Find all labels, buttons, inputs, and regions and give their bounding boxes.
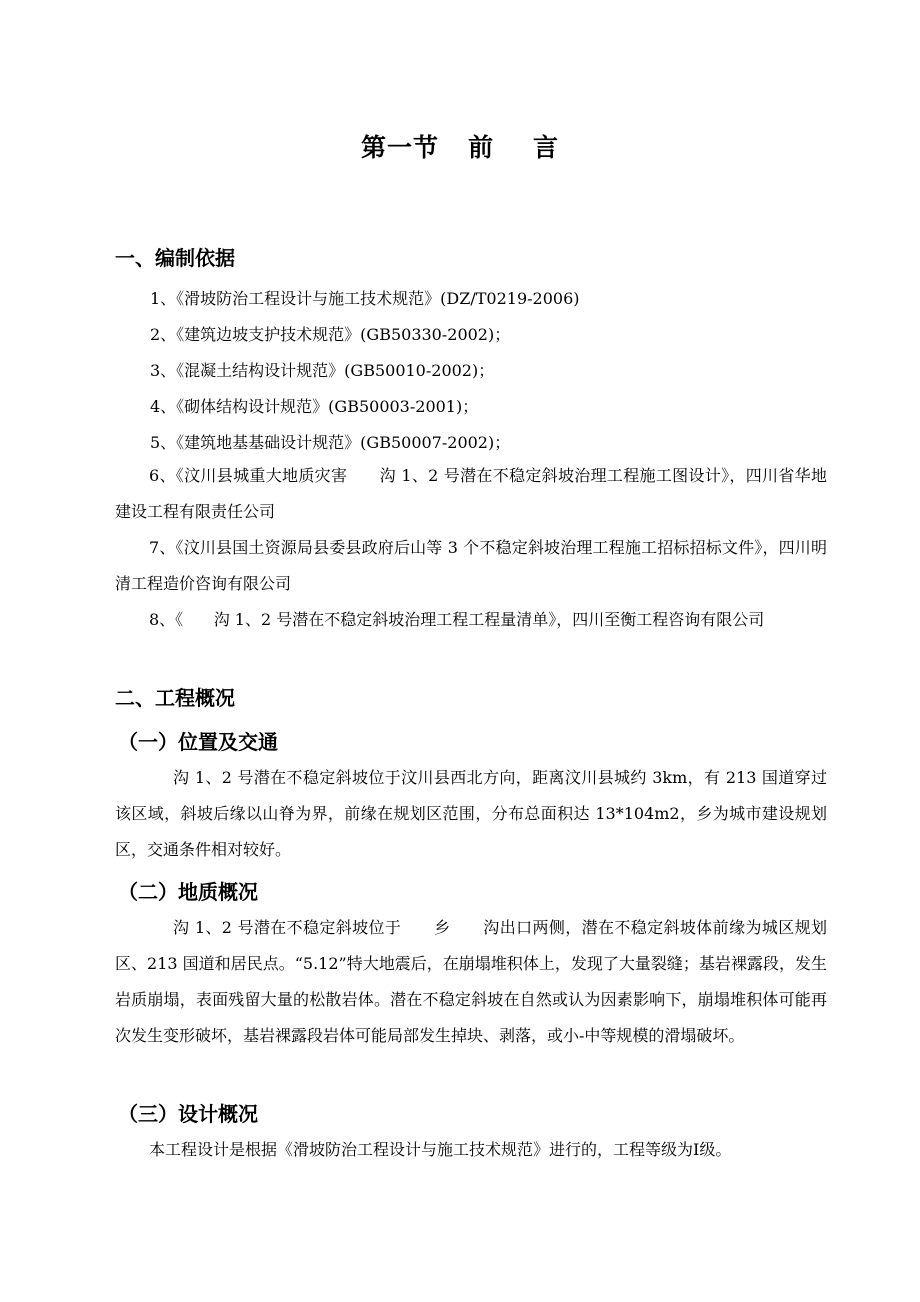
- reference-item-2: 2、《建筑边坡支护技术规范》(GB50330-2002)；: [150, 325, 511, 344]
- reference-item-5: 5、《建筑地基基础设计规范》(GB50007-2002)；: [150, 433, 511, 452]
- subheading-geology: （二）地质概况: [118, 880, 258, 904]
- reference-item-8: 8、《 沟 1、2 号潜在不稳定斜坡治理工程工程量清单》，四川至衡工程咨询有限公司: [149, 610, 765, 629]
- paragraph-design: 本工程设计是根据《滑坡防治工程设计与施工技术规范》进行的，工程等级为Ⅰ级。: [149, 1140, 732, 1159]
- reference-item-7: 7、《汶川县国土资源局县委县政府后山等 3 个不稳定斜坡治理工程施工招标招标文件》，四川明清工程造价咨询有限公司: [115, 538, 827, 593]
- page-title: 第一节 前 言: [361, 133, 559, 162]
- paragraph-geology: 沟 1、2 号潜在不稳定斜坡位于 乡 沟出口两侧，潜在不稳定斜坡体前缘为城区规划区、213 国道和居民点。“5.12”特大地震后，在崩塌堆积体上，发现了大量裂缝；基岩裸露段，发生岩质崩塌，表面残留大量的松散岩体。潜在不稳定斜坡在自然或认为因素影响下，崩塌堆积体可能再次发生变形破坏，基岩裸露段岩体可能局部发生掉块、剥落，或小-中等规模的滑塌破坏。: [115, 918, 827, 1045]
- subheading-design: （三）设计概况: [118, 1102, 258, 1126]
- reference-item-6: 6、《汶川县城重大地质灾害 沟 1、2 号潜在不稳定斜坡治理工程施工图设计》，四川省华地建设工程有限责任公司: [115, 466, 827, 521]
- reference-item-1: 1、《滑坡防治工程设计与施工技术规范》(DZ/T0219-2006): [150, 289, 580, 308]
- subheading-location: （一）位置及交通: [118, 730, 278, 754]
- section-heading-basis: 一、编制依据: [115, 246, 235, 270]
- reference-item-4: 4、《砌体结构设计规范》(GB50003-2001)；: [150, 397, 479, 416]
- section-heading-overview: 二、工程概况: [115, 686, 235, 710]
- paragraph-location: 沟 1、2 号潜在不稳定斜坡位于汶川县西北方向，距离汶川县城约 3km，有 213 国道穿过该区域，斜坡后缘以山脊为界，前缘在规划区范围，分布总面积达 13*104m2，乡为城市建设规划区，交通条件相对较好。: [115, 768, 827, 859]
- reference-item-3: 3、《混凝土结构设计规范》(GB50010-2002)；: [150, 361, 495, 380]
